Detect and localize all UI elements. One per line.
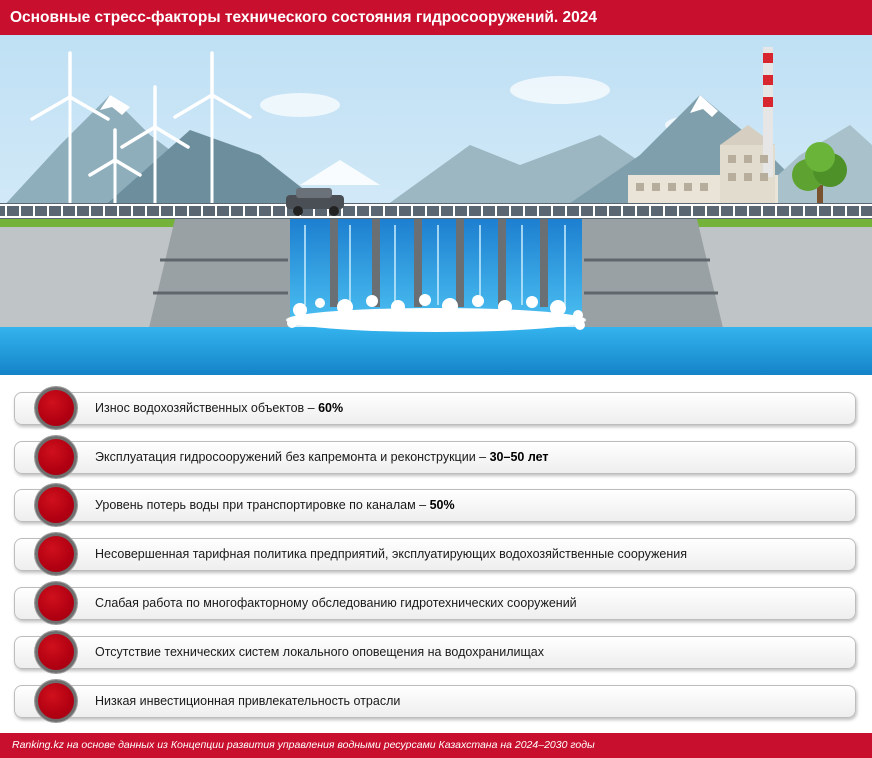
factor-item (14, 538, 856, 571)
red-circle-bullet-icon (35, 436, 77, 478)
factor-item (14, 489, 856, 522)
factor-value: 30–50 лет (489, 450, 549, 464)
red-circle-bullet-icon (35, 680, 77, 722)
factor-text: Уровень потерь воды при транспортировке по каналам – 50% (95, 498, 455, 512)
factor-item (14, 685, 856, 718)
factor-item (14, 392, 856, 425)
factor-text: Несовершенная тарифная политика предприятий, эксплуатирующих водохозяйственные сооружения (95, 547, 687, 561)
factor-value: 50% (429, 498, 455, 512)
red-circle-bullet-icon (35, 484, 77, 526)
factor-value: 60% (318, 401, 344, 415)
page-title: Основные стресс-факторы технического состояния гидросооружений. 2024 (0, 0, 872, 35)
stress-factors-list (0, 375, 872, 733)
factor-text: Низкая инвестиционная привлекательность отрасли (95, 694, 401, 708)
source-footer: Ranking.kz на основе данных из Концепции развития управления водными ресурсами Казахстана на 2024–2030 годы (0, 733, 872, 758)
factor-text: Отсутствие технических систем локального оповещения на водохранилищах (95, 645, 544, 659)
factor-text: Слабая работа по многофакторному обследованию гидротехнических сооружений (95, 596, 577, 610)
red-circle-bullet-icon (35, 387, 77, 429)
red-circle-bullet-icon (35, 631, 77, 673)
factor-item (14, 441, 856, 474)
factor-item (14, 587, 856, 620)
red-circle-bullet-icon (35, 582, 77, 624)
factor-text: Износ водохозяйственных объектов – 60% (95, 401, 344, 415)
factor-item (14, 636, 856, 669)
dam-illustration (0, 35, 872, 375)
factor-text: Эксплуатация гидросооружений без капремонта и реконструкции – 30–50 лет (95, 450, 549, 464)
red-circle-bullet-icon (35, 533, 77, 575)
